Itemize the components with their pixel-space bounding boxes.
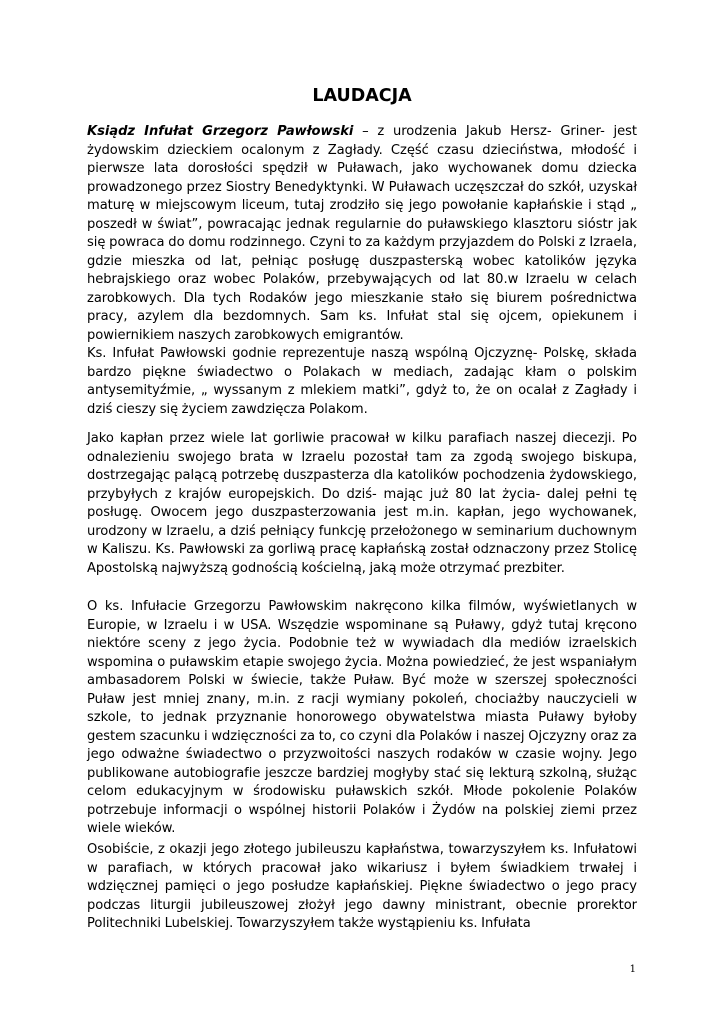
paragraph-text: O ks. Infułacie Grzegorzu Pawłowskim nakręcono kilka filmów, wyświetlanych w Europie, w Izraelu i w USA. Wszędzie wspominane są Puławy, gdyż tutaj kręcono niektóre sceny z jego życia. Podobnie też w wywiadach dla mediów izraelskich wspomina o puławskim etapie swojego życia. Można powiedzieć, że jest wspaniałym ambasadorem Polski w świecie, także Puław. Być może w szerszej społeczności Puław jest mniej znany, m.in. z racji wymiany pokoleń, chociażby nauczycieli w szkole, to jednak przyznanie honorowego obywatelstwa miasta Puławy byłoby gestem szacunku i wdzięczności za to, co czyni dla Polaków i naszej Ojczyzny oraz za jego odważne świadectwo o przyzwoitości naszych rodaków w czasie wojny. Jego publikowane autobiografie jeszcze bardziej mogłyby stać się lekturą szkolną, służąc celom edukacyjnym w środowisku puławskich szkół. Młode pokolenie Polaków potrzebuje informacji o wspólnej historii Polaków i Żydów na polskiej ziemi przez wiele wieków. [87,599,637,836]
paragraph-1 [87,123,637,345]
page-title: LAUDACJA [312,86,412,106]
paragraph-text: Ks. Infułat Pawłowski godnie reprezentuje naszą wspólną Ojczyznę- Polskę, składa bardzo piękne świadectwo o Polakach w mediach, zadając kłam o polskim antysemityźmie, „ wyssanym z mlekiem matki”, gdyż to, że on ocalał z Zagłady i dziś cieszy się życiem zawdzięcza Polakom. [87,346,637,417]
paragraph-5 [87,841,637,934]
paragraph-text: Osobiście, z okazji jego złotego jubileuszu kapłaństwa, towarzyszyłem ks. Infułatowi w parafiach, w których pracował jako wikariusz i byłem świadkiem trwałej i wdzięcznej pamięci o jego posłudze kapłańskiej. Piękne świadectwo o jego pracy podczas liturgii jubileuszowej złożył jego dawny ministrant, obecnie prorektor Politechniki Lubelskiej. Towarzyszyłem także wystąpieniu ks. Infułata [87,842,637,931]
paragraph-4 [87,598,637,839]
paragraph-lead-name: Ksiądz Infułat Grzegorz Pawłowski [87,124,354,139]
paragraph-text: Jako kapłan przez wiele lat gorliwie pracował w kilku parafiach naszej diecezji. Po odnalezieniu swojego brata w Izraelu pozostał tam za zgodą swojego biskupa, dostrzegając palącą potrzebę duszpasterza dla katolików pochodzenia żydowskiego, przybyłych z krajów europejskich. Do dziś- mając już 80 lat życia- dalej pełni tę posługę. Owocem jego duszpasterzowania jest m.in. kapłan, jego wychowanek, urodzony w Izraelu, a dziś pełniący funkcję przełożonego w seminarium duchownym w Kaliszu. Ks. Pawłowski za gorliwą pracę kapłańską został odznaczony przez Stolicę Apostolską najwyższą godnością kościelną, jaką może otrzymać prezbiter. [87,431,637,576]
paragraph-3 [87,430,637,578]
page-number: 1 [629,964,636,975]
paragraph-text: – z urodzenia Jakub Hersz- Griner- jest żydowskim dzieckiem ocalonym z Zagłady. Część czasu dzieciństwa, młodość i pierwsze lata dorosłości spędził w Puławach, jako wychowanek domu dziecka prowadzonego przez Siostry Benedyktynki. W Puławach uczęszczał do szkół, uzyskał maturę w miejscowym liceum, tutaj zrodziło się jego powołanie kapłańskie i stąd „ poszedł w świat”, powracając jednak regularnie do puławskiego klasztoru sióstr jak się powraca do domu rodzinnego. Czyni to za każdym przyjazdem do Polski z Izraela, gdzie mieszka od lat, pełniąc posługę duszpasterską wobec katolików języka hebrajskiego oraz wobec Polaków, przebywających od lat 80.w Izraelu w celach zarobkowych. Dla tych Rodaków jego mieszkanie stało się biurem pośrednictwa pracy, azylem dla bezdomnych. Sam ks. Infułat stal się ojcem, opiekunem i powiernikiem naszych zarobkowych emigrantów. [87,124,637,343]
paragraph-2 [87,345,637,419]
